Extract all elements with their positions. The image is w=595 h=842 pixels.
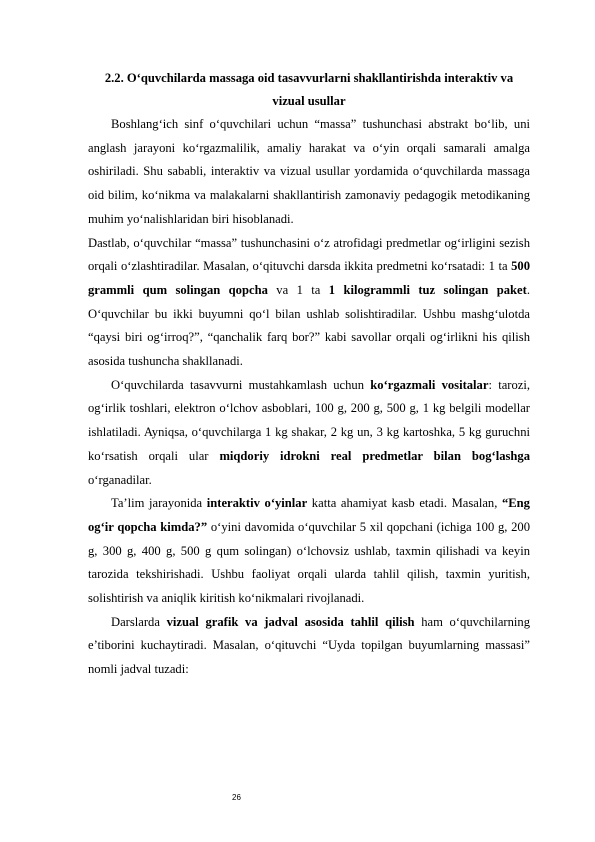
text-run: ham o‘quvchilarning e’tiborini kuchaytiradi. Masalan, o‘qituvchi “Uyda topilgan buyumlarning massasi” nomli jadval tuzadi: <box>88 614 530 677</box>
text-run: Dastlab, o‘quvchilar “massa” tushunchasini o‘z atrofidagi predmetlar og‘irligini sezish orqali o‘zlashtiradilar. Masalan, o‘qituvchi darsda ikkita predmetni ko‘rsatadi: 1 ta <box>88 235 530 274</box>
text-run: o‘rganadilar. <box>88 472 152 487</box>
paragraph <box>88 492 530 611</box>
text-run: katta ahamiyat kasb etadi. Masalan, <box>307 496 502 511</box>
text-run: . O‘quvchilar bu ikki buyumni qo‘l bilan ushlab solishtiradilar. Ushbu mashg‘ulotda “qaysi biri og‘irroq?”, “qanchalik farq bor?” kabi savollar orqali og‘irlikni his qilish asosida tushuncha shakllanadi. <box>88 282 530 369</box>
body-text <box>88 113 530 682</box>
text-run: Boshlang‘ich sinf o‘quvchilari uchun “massa” tushunchasi abstrakt bo‘lib, uni anglash jarayoni ko‘rgazmalilik, amaliy harakat va o‘yin orqali samarali amalga oshiriladi. Shu sababli, interaktiv va vizual usullar yordamida o‘quvchilarda massaga oid bilim, ko‘nikma va malakalarni shakllantirish zamonaviy pedagogik metodikaning muhim yo‘nalishlaridan biri hisoblanadi. <box>88 117 530 226</box>
paragraph <box>88 232 530 374</box>
text-run: o‘yini davomida o‘quvchilar 5 xil qopchani (ichiga 100 g, 200 g, 300 g, 400 g, 500 g qum solingan) o‘lchovsiz ushlab, taxmin qilishadi va keyin tarozida tekshirishadi. Ushbu faoliyat orqali ularda tahlil qilish, taxmin yuritish, solishtirish va aniqlik kiritish ko‘nikmalari rivojlanadi. <box>88 519 530 606</box>
text-run: va 1 ta <box>267 282 329 297</box>
bold-text: 1 kilogrammli tuz solingan paket <box>328 282 527 297</box>
bold-text: 500 grammli qum solingan qopcha <box>88 259 530 297</box>
text-run: : tarozi, og‘irlik toshlari, elektron o‘lchov asboblari, 100 g, 200 g, 500 g, 1 kg belgili modellar ishlatiladi. Ayniqsa, o‘quvchilarga 1 kg shakar, 2 kg un, 3 kg kartoshka, 5 kg guruchni ko‘rsatish orqali ular <box>88 377 531 463</box>
bold-text: ko‘rgazmali vositalar <box>370 377 489 392</box>
page-number: 26 <box>232 793 241 802</box>
paragraph <box>88 113 530 232</box>
text-run: Darslarda <box>111 614 167 629</box>
text-run: Ta’lim jarayonida <box>111 496 207 511</box>
document-page <box>88 67 530 682</box>
bold-text: vizual grafik va jadval asosida tahlil qilish <box>166 614 415 629</box>
section-heading: 2.2. O‘quvchilarda massaga oid tasavvurlarni shakllantirishda interaktiv va vizual usullar <box>104 71 514 108</box>
bold-text: miqdoriy idrokni real predmetlar bilan bog‘lashga <box>219 448 530 463</box>
paragraph <box>88 611 530 682</box>
bold-text: interaktiv o‘yinlar <box>206 496 308 511</box>
bold-text: “Eng og‘ir qopcha kimda?” <box>88 496 530 534</box>
paragraph <box>88 374 530 493</box>
text-run: O‘quvchilarda tasavvurni mustahkamlash uchun <box>111 377 371 392</box>
